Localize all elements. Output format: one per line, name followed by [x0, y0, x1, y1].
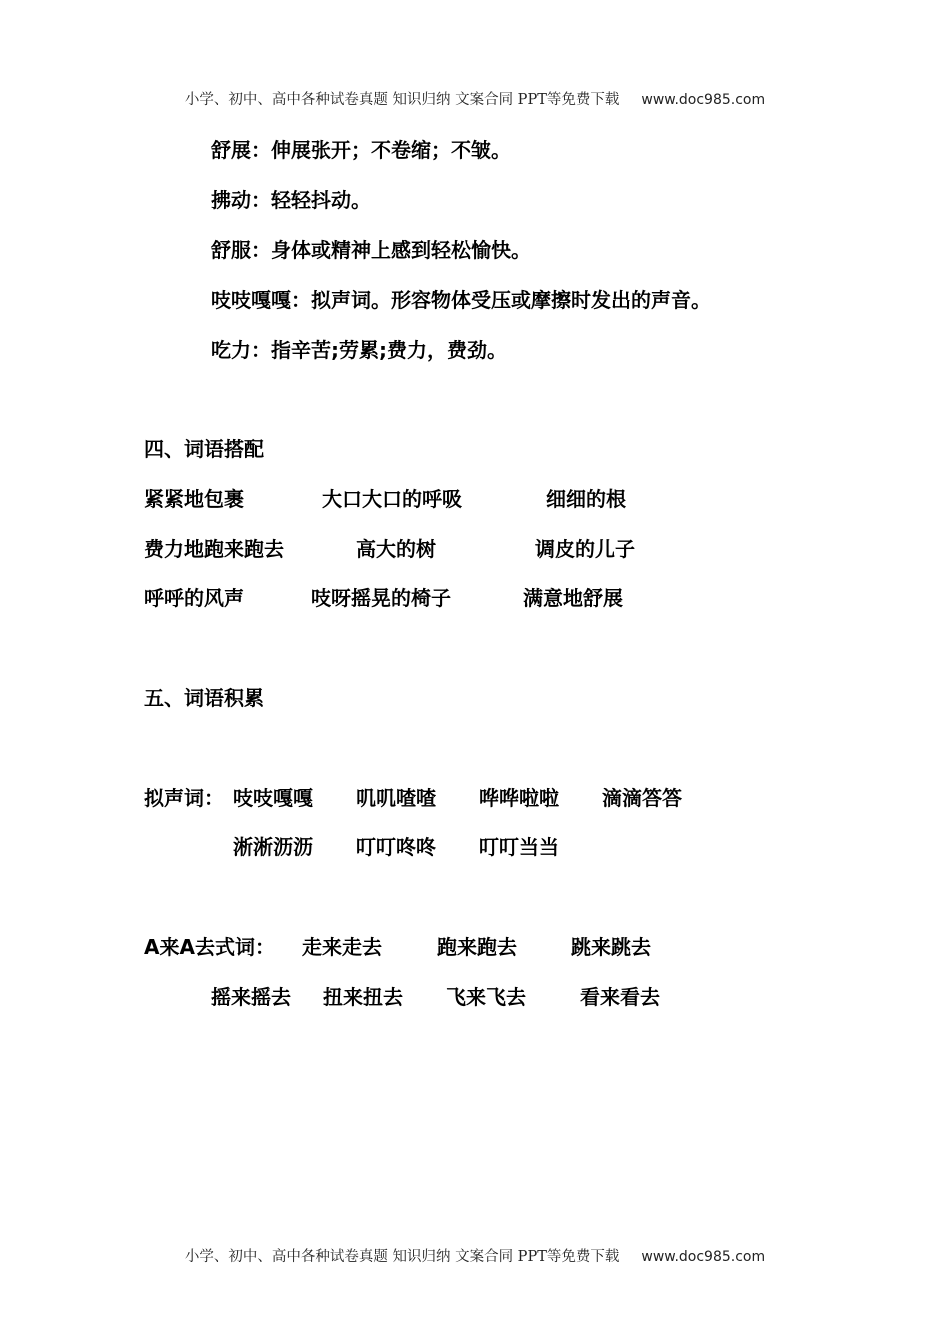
word-cell: 叽叽喳喳	[356, 786, 436, 810]
phrase-cell: 满意地舒展	[523, 586, 623, 610]
word-cell: 叮叮当当	[479, 835, 559, 859]
word-cell: 滴滴答答	[602, 786, 682, 810]
phrase-cell: 呼呼的风声	[144, 586, 244, 610]
word-cell: 吱吱嘎嘎	[233, 786, 313, 810]
footer-url[interactable]: www.doc985.com	[641, 1249, 766, 1265]
phrase-cell: 费力地跑来跑去	[144, 537, 284, 561]
definition-line: 舒展：伸展张开；不卷缩；不皱。	[211, 138, 511, 162]
section-title: 四、词语搭配	[144, 437, 264, 461]
definition-line: 吱吱嘎嘎：拟声词。形容物体受压或摩擦时发出的声音。	[211, 288, 711, 312]
page-header	[0, 88, 950, 109]
header-text: 小学、初中、高中各种试卷真题 知识归纳 文案合同 PPT等免费下载	[184, 92, 620, 108]
definition-line: 舒服：身体或精神上感到轻松愉快。	[211, 238, 531, 262]
phrase-cell: 紧紧地包裹	[144, 487, 244, 511]
section-title: 五、词语积累	[144, 686, 264, 710]
definition-line: 拂动：轻轻抖动。	[211, 188, 371, 212]
aa-label: A来A去式词：	[144, 935, 275, 959]
phrase-cell: 细细的根	[546, 487, 626, 511]
word-cell: 扭来扭去	[323, 985, 403, 1009]
word-cell: 跳来跳去	[571, 935, 651, 959]
header-url[interactable]: www.doc985.com	[641, 92, 766, 108]
page-footer	[0, 1245, 950, 1266]
phrase-cell: 调皮的儿子	[535, 537, 635, 561]
phrase-cell: 吱呀摇晃的椅子	[311, 586, 451, 610]
word-cell: 哗哗啦啦	[479, 786, 559, 810]
word-cell: 走来走去	[302, 935, 382, 959]
definition-line: 吃力：指辛苦;劳累;费力，费劲。	[211, 338, 507, 362]
phrase-cell: 大口大口的呼吸	[322, 487, 462, 511]
word-cell: 跑来跑去	[437, 935, 517, 959]
word-cell: 淅淅沥沥	[233, 835, 313, 859]
footer-text: 小学、初中、高中各种试卷真题 知识归纳 文案合同 PPT等免费下载	[184, 1249, 620, 1265]
word-cell: 看来看去	[580, 985, 660, 1009]
word-cell: 摇来摇去	[211, 985, 291, 1009]
phrase-cell: 高大的树	[356, 537, 436, 561]
word-cell: 飞来飞去	[446, 985, 526, 1009]
onomatopoeia-label: 拟声词：	[144, 786, 224, 810]
word-cell: 叮叮咚咚	[356, 835, 436, 859]
